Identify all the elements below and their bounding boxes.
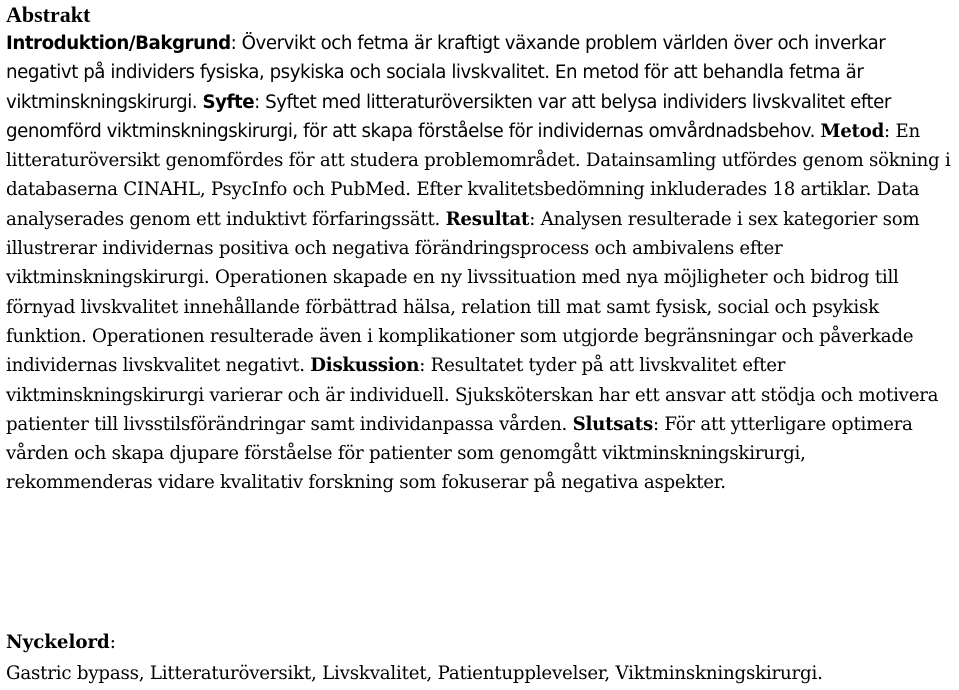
conclusion-text: : För att ytterligare optimera vården och skapa djupare förståelse för patienter som genomgått viktminskningskirurgi, rekommenderas vidare kvalitativ forskning som fokuserar på negativa aspekter. — [6, 413, 913, 494]
keywords-list: Gastric bypass, Litteraturöversikt, Livskvalitet, Patientupplevelser, Viktminskningskirurgi. — [6, 663, 823, 684]
conclusion-label: Slutsats — [572, 413, 653, 435]
purpose-label: Syfte — [202, 91, 255, 113]
discussion-label: Diskussion — [310, 355, 420, 377]
result-text: : Analysen resulterade i sex kategorier som illustrerar individernas positiva och negativa förändringsprocess och ambivalens efter viktminskningskirurgi. Operationen skapade en ny livssituation med nya möjligheter och bidrog till förnyad livskvalitet innehållande förbättrad hälsa, relation till mat samt fysisk, social och psykisk funktion. Operationen resulterade även i komplikationer som utgjorde begränsningar och påverkade individernas livskvalitet negativt. — [6, 208, 920, 377]
result-label: Resultat — [445, 208, 530, 230]
abstract-document — [6, 0, 954, 684]
abstract-body — [6, 29, 954, 498]
method-text: : En litteraturöversikt genomfördes för att studera problemområdet. Datainsamling utfördes genom sökning i databaserna CINAHL, PsycInfo och PubMed. Efter kvalitetsbedömning inkluderades 18 artiklar. Data analyserades genom ett induktivt förfaringssätt. — [6, 120, 951, 230]
keywords-heading — [6, 628, 116, 657]
introduction-text: : Övervikt och fetma är kraftigt växande problem världen över och inverkar negativt på individers fysiska, psykiska och sociala livskvalitet. En metod för att behandla fetma är viktminskningskirurgi. — [6, 33, 886, 113]
method-label: Metod — [820, 120, 885, 142]
purpose-text: : Syftet med litteraturöversikten var att belysa individers livskvalitet efter genomförd viktminskningskirurgi, för att skapa förståelse för individernas omvårdnadsbehov. — [6, 91, 891, 142]
keywords-label: Nyckelord — [6, 632, 110, 653]
keywords-colon: : — [109, 632, 116, 653]
abstract-heading: Abstrakt — [6, 2, 91, 27]
discussion-text: : Resultatet tyder på att livskvalitet efter viktminskningskirurgi varierar och är individuell. Sjuksköterskan har ett ansvar att stödja och motivera patienter till livsstilsförändringar samt individanpassa vården. — [6, 355, 939, 435]
introduction-label: Introduktion/Bakgrund — [6, 33, 231, 54]
